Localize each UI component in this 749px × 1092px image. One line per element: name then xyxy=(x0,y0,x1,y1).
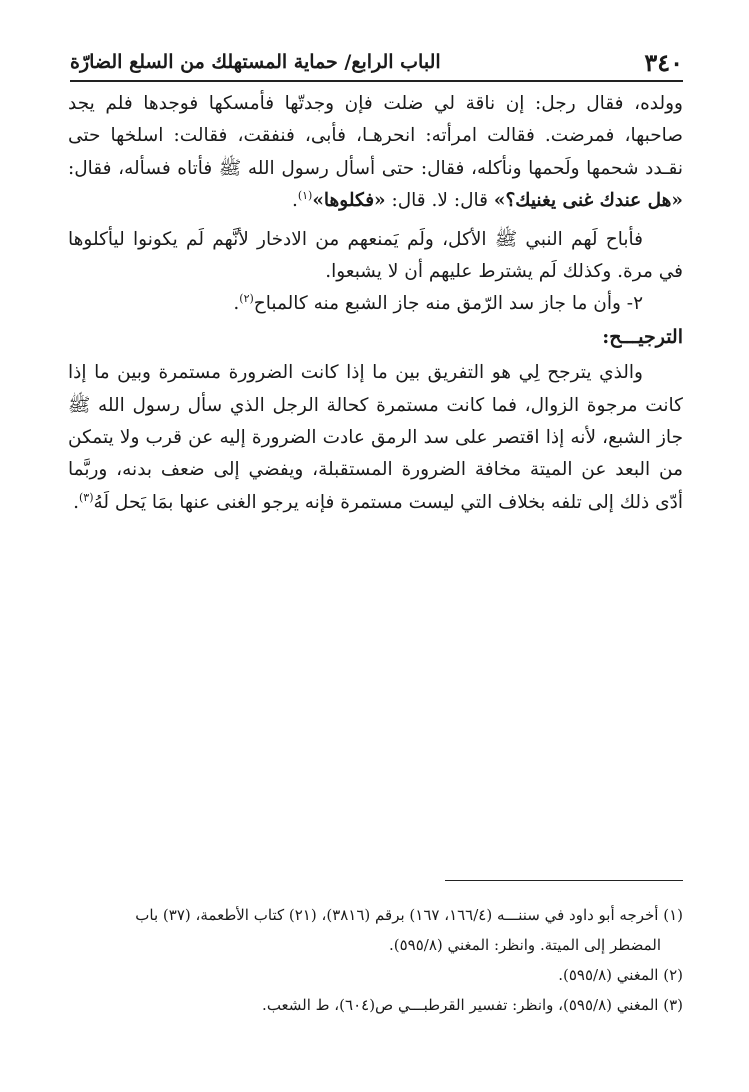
hadith-quote-1: «هل عندك غنى يغنيك؟» xyxy=(493,190,683,212)
footnote-ref-3: (٣) xyxy=(78,490,94,504)
footnote-1-continued: المضطر إلى الميتة. وانظر: المغني (٥٩٥/٨). xyxy=(388,936,661,954)
paragraph-3-end: . xyxy=(233,293,240,315)
page-number: ٣٤٠ xyxy=(644,47,683,77)
footnote-3: (٣) المغني (٥٩٥/٨)، وانظر: تفسير القرطبـــي ص(٦٠٤)، ط الشعب. xyxy=(262,996,683,1014)
paragraph-2: فأباح لَهم النبي ﷺ الأكل، ولَم يَمنعهم من الادخار لأنَّهم لَم يكونوا ليأكلوها في مرة. وكذلك لَم يشترط عليهم أن لا يشبعوا. xyxy=(68,228,683,283)
hadith-quote-2: «فكلوها» xyxy=(312,190,386,212)
footnote-divider xyxy=(445,880,683,881)
footnotes xyxy=(68,900,683,1020)
paragraph-1-text-b: قال: لا. قال: xyxy=(385,190,494,212)
paragraph-1 xyxy=(68,88,683,218)
body-text xyxy=(68,88,683,519)
paragraph-1-text: وولده، فقال رجل: إن ناقة لي ضلت فإن وجدتّها فأمسكها فوجدها فلم يجد صاحبها، فمرضت. فقالت امرأته: انحرهـا، فأبى، فنفقت، فقالت: اسلخها حتى نقـدد شحمها ولَحمها ونأكله، فقال: حتى أسأل رسول الله ﷺ فأتاه فسأله، فقال: xyxy=(68,93,684,179)
paragraph-3 xyxy=(68,288,683,320)
page-header xyxy=(70,44,683,82)
paragraph-1-end: . xyxy=(291,190,298,212)
footnote-ref-2: (٢) xyxy=(239,292,254,306)
section-heading: الترجيـــح: xyxy=(602,325,683,348)
paragraph-4-end: . xyxy=(73,491,79,513)
footnote-2: (٢) المغني (٥٩٥/٨). xyxy=(558,966,683,984)
footnote-1: (١) أخرجه أبو داود في سننـــه (١٦٦/٤، ١٦٧) برقم (٣٨١٦)، (٢١) كتاب الأطعمة، (٣٧) باب xyxy=(135,906,683,924)
paragraph-3-text: ٢- وأن ما جاز سد الرّمق منه جاز الشبع منه كالمباح xyxy=(253,293,643,315)
footnote-ref-1: (١) xyxy=(297,189,313,203)
paragraph-4-text: والذي يترجح لِي هو التفريق بين ما إذا كانت الضرورة مستمرة وبين ما إذا كانت مرجوة الزوال، فما كانت مستمرة كحالة الرجل الذي سأل رسول الله ﷺ جاز الشبع، لأنه إذا اقتصر على سد الرمق عادت الضرورة إليه عن قرب ولا يتمكن من البعد عن الميتة مخافة الضرورة المستقبلة، ويفضي إلى ضعف بدنه، وربَّما أدّى ذلك إلى تلفه بخلاف التي ليست مستمرة فإنه يرجو الغنى عنها بمَا يَحل لَهُ xyxy=(68,362,683,513)
chapter-title: الباب الرابع/ حماية المستهلك من السلع الضارّة xyxy=(70,51,441,73)
paragraph-4 xyxy=(68,357,683,519)
